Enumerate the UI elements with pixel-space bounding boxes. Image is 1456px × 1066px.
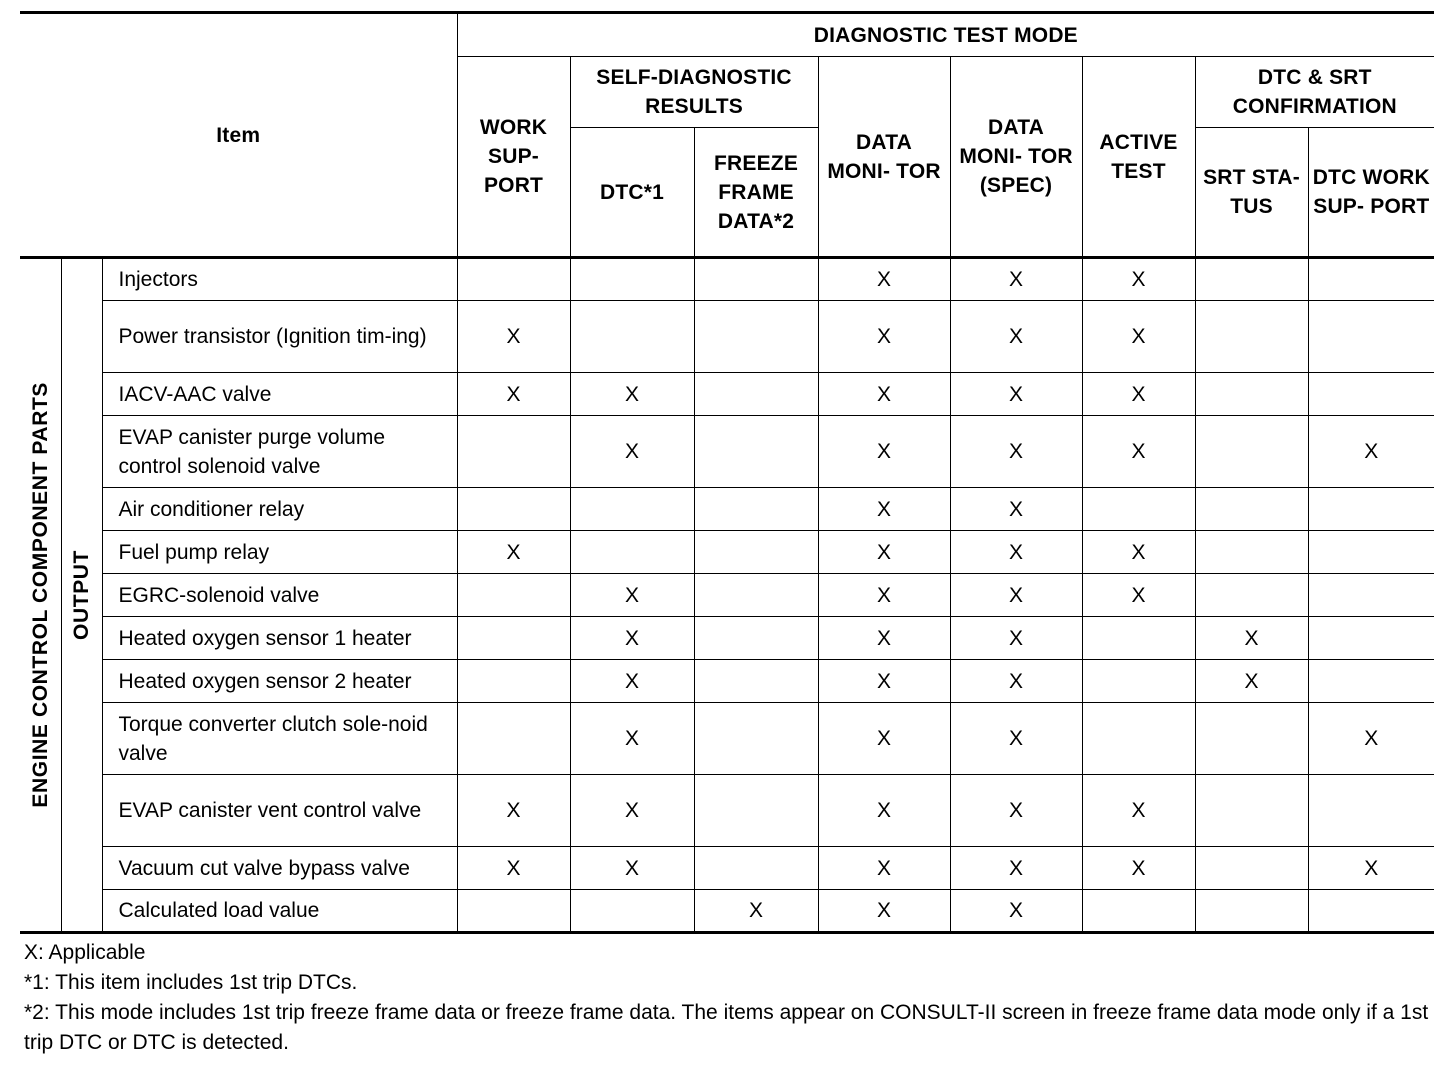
table-row: [20, 574, 1434, 617]
dtc-mark: X: [570, 617, 694, 660]
table-row: [20, 373, 1434, 416]
table-row: [20, 847, 1434, 890]
dtc-work-support-mark: [1308, 890, 1434, 933]
active-test-mark: [1082, 703, 1195, 775]
dtc-work-support-mark: X: [1308, 703, 1434, 775]
data-monitor-mark: X: [818, 373, 950, 416]
data-monitor-header: DATA MONI- TOR: [818, 57, 950, 258]
data-monitor-mark: X: [818, 660, 950, 703]
dtc-work-support-mark: [1308, 531, 1434, 574]
dtc-mark: X: [570, 847, 694, 890]
dtc-work-support-mark: [1308, 617, 1434, 660]
data-monitor-spec-mark: X: [950, 847, 1082, 890]
data-monitor-spec-mark: X: [950, 416, 1082, 488]
note-dtc: *1: This item includes 1st trip DTCs.: [24, 971, 358, 994]
table-row: [20, 301, 1434, 373]
dtc-work-support-mark: [1308, 258, 1434, 301]
data-monitor-mark: X: [818, 258, 950, 301]
active-test-mark: X: [1082, 301, 1195, 373]
work-support-mark: X: [457, 847, 570, 890]
dtc-work-support-header: DTC WORK SUP- PORT: [1308, 128, 1434, 258]
dtc-mark: X: [570, 660, 694, 703]
table-row: [20, 703, 1434, 775]
dtc-mark: X: [570, 373, 694, 416]
work-support-mark: [457, 660, 570, 703]
data-monitor-spec-mark: X: [950, 258, 1082, 301]
work-support-mark: [457, 703, 570, 775]
dtc-work-support-mark: [1308, 660, 1434, 703]
work-support-mark: X: [457, 531, 570, 574]
dtc-work-support-mark: X: [1308, 847, 1434, 890]
data-monitor-spec-mark: X: [950, 703, 1082, 775]
active-test-mark: X: [1082, 574, 1195, 617]
srt-status-mark: [1195, 890, 1308, 933]
dtc-work-support-mark: X: [1308, 416, 1434, 488]
table-row: [20, 531, 1434, 574]
data-monitor-spec-mark: X: [950, 373, 1082, 416]
data-monitor-mark: X: [818, 847, 950, 890]
srt-status-mark: [1195, 531, 1308, 574]
freeze-frame-data-header: FREEZE FRAME DATA*2: [694, 128, 818, 258]
srt-status-mark: X: [1195, 617, 1308, 660]
srt-status-mark: [1195, 373, 1308, 416]
work-support-mark: X: [457, 373, 570, 416]
table-row: [20, 775, 1434, 847]
item-name: Heated oxygen sensor 2 heater: [102, 660, 457, 703]
item-name: EVAP canister vent control valve: [102, 775, 457, 847]
freeze-frame-data-mark: [694, 488, 818, 531]
note-applicable: X: Applicable: [24, 941, 146, 964]
work-support-mark: [457, 890, 570, 933]
dtc-srt-confirmation-header: DTC & SRT CONFIRMATION: [1195, 57, 1434, 128]
subgroup-label-cell: [61, 258, 102, 933]
item-name: Air conditioner relay: [102, 488, 457, 531]
data-monitor-spec-mark: X: [950, 531, 1082, 574]
data-monitor-spec-mark: X: [950, 660, 1082, 703]
srt-status-mark: [1195, 416, 1308, 488]
active-test-mark: X: [1082, 775, 1195, 847]
data-monitor-mark: X: [818, 574, 950, 617]
item-header: Item: [20, 13, 457, 258]
table-row: [20, 890, 1434, 933]
active-test-header: ACTIVE TEST: [1082, 57, 1195, 258]
active-test-mark: [1082, 617, 1195, 660]
dtc-work-support-mark: [1308, 488, 1434, 531]
dtc-mark: X: [570, 703, 694, 775]
data-monitor-mark: X: [818, 890, 950, 933]
table-body: [20, 258, 1434, 933]
self-diagnostic-results-header: SELF-DIAGNOSTIC RESULTS: [570, 57, 818, 128]
data-monitor-mark: X: [818, 703, 950, 775]
srt-status-mark: [1195, 258, 1308, 301]
active-test-mark: [1082, 890, 1195, 933]
freeze-frame-data-mark: [694, 660, 818, 703]
table-row: [20, 617, 1434, 660]
srt-status-mark: X: [1195, 660, 1308, 703]
diagnostic-test-mode-page: [20, 11, 1434, 1058]
footnotes: [20, 938, 1434, 1058]
dtc-work-support-mark: [1308, 373, 1434, 416]
table-row: [20, 258, 1434, 301]
active-test-mark: [1082, 660, 1195, 703]
work-support-header: WORK SUP- PORT: [457, 57, 570, 258]
table-row: [20, 488, 1434, 531]
freeze-frame-data-mark: [694, 847, 818, 890]
srt-status-header: SRT STA- TUS: [1195, 128, 1308, 258]
item-name: EVAP canister purge volume control solenoid valve: [102, 416, 457, 488]
dtc-work-support-mark: [1308, 775, 1434, 847]
work-support-mark: [457, 488, 570, 531]
table-row: [20, 416, 1434, 488]
diagnostic-test-mode-header: DIAGNOSTIC TEST MODE: [457, 13, 1434, 57]
freeze-frame-data-mark: [694, 373, 818, 416]
active-test-mark: X: [1082, 373, 1195, 416]
dtc-mark: [570, 531, 694, 574]
srt-status-mark: [1195, 488, 1308, 531]
dtc-mark: X: [570, 775, 694, 847]
data-monitor-spec-mark: X: [950, 574, 1082, 617]
dtc-mark: [570, 301, 694, 373]
data-monitor-spec-header: DATA MONI- TOR (SPEC): [950, 57, 1082, 258]
dtc-mark: X: [570, 574, 694, 617]
item-name: Vacuum cut valve bypass valve: [102, 847, 457, 890]
freeze-frame-data-mark: [694, 617, 818, 660]
table-row: [20, 660, 1434, 703]
work-support-mark: X: [457, 301, 570, 373]
srt-status-mark: [1195, 574, 1308, 617]
data-monitor-spec-mark: X: [950, 617, 1082, 660]
item-name: IACV-AAC valve: [102, 373, 457, 416]
dtc-work-support-mark: [1308, 574, 1434, 617]
active-test-mark: X: [1082, 258, 1195, 301]
active-test-mark: X: [1082, 847, 1195, 890]
data-monitor-mark: X: [818, 775, 950, 847]
dtc-mark: [570, 258, 694, 301]
work-support-mark: X: [457, 775, 570, 847]
data-monitor-mark: X: [818, 416, 950, 488]
data-monitor-spec-mark: X: [950, 301, 1082, 373]
item-name: Power transistor (Ignition tim-ing): [102, 301, 457, 373]
data-monitor-mark: X: [818, 488, 950, 531]
item-name: EGRC-solenoid valve: [102, 574, 457, 617]
item-name: Heated oxygen sensor 1 heater: [102, 617, 457, 660]
item-name: Torque converter clutch sole-noid valve: [102, 703, 457, 775]
freeze-frame-data-mark: [694, 301, 818, 373]
data-monitor-mark: X: [818, 531, 950, 574]
note-freeze-frame: *2: This mode includes 1st trip freeze frame data or freeze frame data. The items appear on CONSULT-II screen in freeze frame data mode only if a 1st trip DTC or DTC is detected.: [24, 1001, 1429, 1054]
freeze-frame-data-mark: [694, 258, 818, 301]
work-support-mark: [457, 416, 570, 488]
data-monitor-spec-mark: X: [950, 890, 1082, 933]
srt-status-mark: [1195, 301, 1308, 373]
group-label-cell: [20, 258, 61, 933]
freeze-frame-data-mark: [694, 574, 818, 617]
work-support-mark: [457, 617, 570, 660]
dtc-header: DTC*1: [570, 128, 694, 258]
data-monitor-spec-mark: X: [950, 488, 1082, 531]
active-test-mark: X: [1082, 416, 1195, 488]
srt-status-mark: [1195, 775, 1308, 847]
item-name: Calculated load value: [102, 890, 457, 933]
freeze-frame-data-mark: [694, 703, 818, 775]
work-support-mark: [457, 258, 570, 301]
dtc-work-support-mark: [1308, 301, 1434, 373]
data-monitor-spec-mark: X: [950, 775, 1082, 847]
active-test-mark: [1082, 488, 1195, 531]
diagnostic-test-mode-table: [20, 11, 1434, 934]
group-label: ENGINE CONTROL COMPONENT PARTS: [28, 382, 52, 808]
data-monitor-mark: X: [818, 617, 950, 660]
subgroup-label: OUTPUT: [70, 550, 93, 640]
srt-status-mark: [1195, 847, 1308, 890]
freeze-frame-data-mark: X: [694, 890, 818, 933]
freeze-frame-data-mark: [694, 531, 818, 574]
data-monitor-mark: X: [818, 301, 950, 373]
work-support-mark: [457, 574, 570, 617]
srt-status-mark: [1195, 703, 1308, 775]
item-name: Injectors: [102, 258, 457, 301]
freeze-frame-data-mark: [694, 416, 818, 488]
item-name: Fuel pump relay: [102, 531, 457, 574]
dtc-mark: [570, 488, 694, 531]
dtc-mark: [570, 890, 694, 933]
freeze-frame-data-mark: [694, 775, 818, 847]
dtc-mark: X: [570, 416, 694, 488]
active-test-mark: X: [1082, 531, 1195, 574]
